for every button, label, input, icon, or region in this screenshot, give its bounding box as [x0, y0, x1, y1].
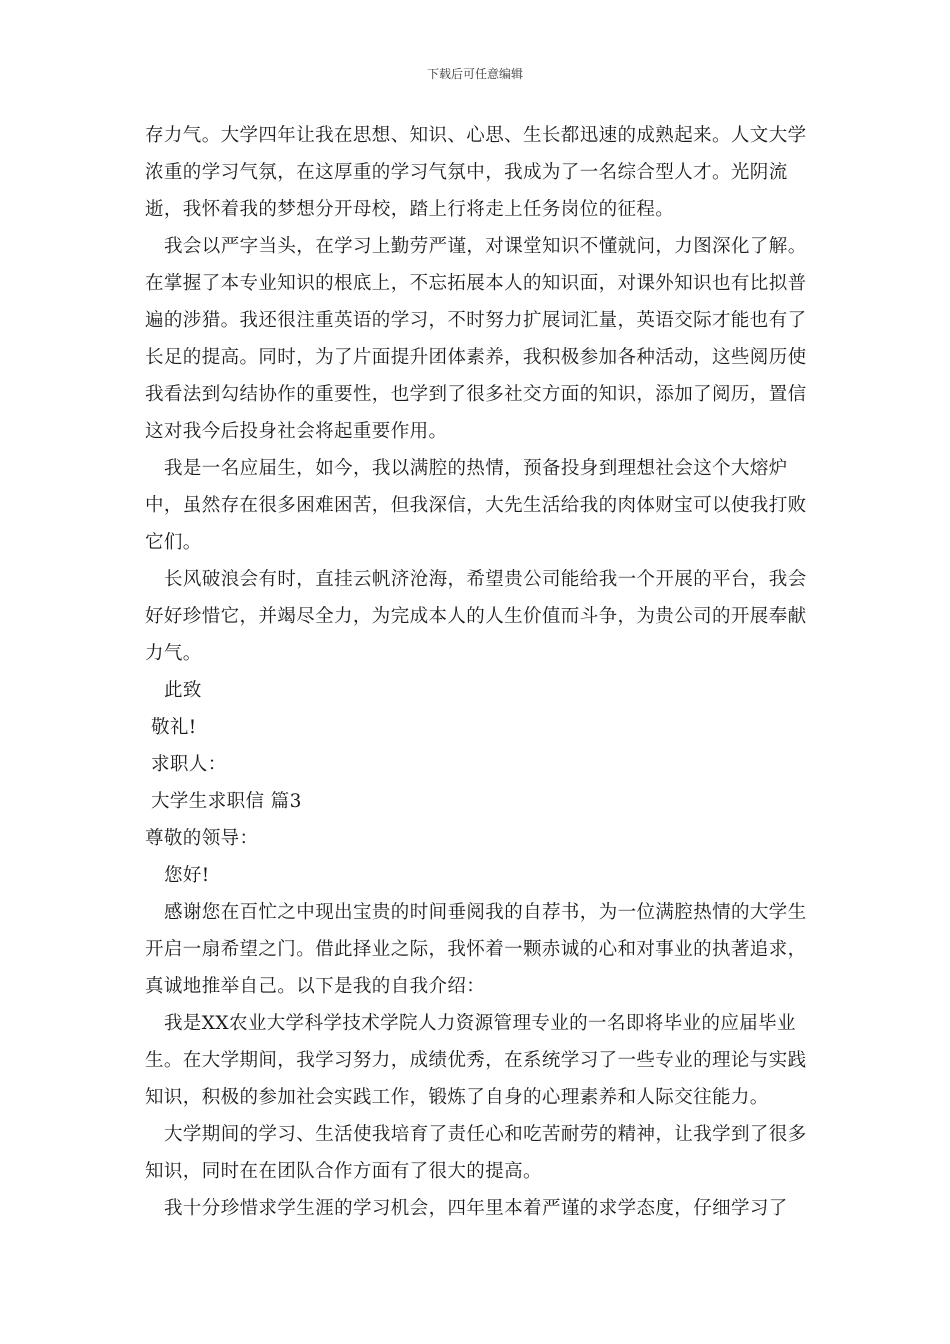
closing-salutation: 此致 — [164, 680, 202, 701]
paragraph-study-opportunity: 我十分珍惜求学生涯的学习机会，四年里本着严谨的求学态度，仔细学习了 — [164, 1198, 788, 1219]
paragraph-introduction: 我是XX农业大学科学技术学院人力资源管理专业的一名即将毕业的应届毕业生。在大学期间，我学习努力，成绩优秀，在系统学习了一些专业的理论与实践知识，积极的参加社会实践工作，锻炼了自身的心理素养和人际交往能力。 — [145, 1013, 807, 1108]
page-header: 下载后可任意编辑 — [426, 67, 523, 81]
paragraph-ambition: 长风破浪会有时，直挂云帆济沧海，希望贵公司能给我一个开展的平台，我会好好珍惜它，并竭尽全力，为完成本人的人生价值而斗争，为贵公司的开展奉献力气。 — [145, 569, 807, 664]
paragraph-study-attitude: 我会以严字当头，在学习上勤劳严谨，对课堂知识不懂就问，力图深化了解。在掌握了本专业知识的根底上，不忘拓展本人的知识面，对课外知识也有比拟普遍的涉猎。我还很注重英语的学习，不时努力扩展词汇量，英语交际才能也有了长足的提高。同时，为了片面提升团体素养，我积极参加各种活动，这些阅历使我看法到勾结协作的重要性，也学到了很多社交方面的知识，添加了阅历，置信这对我今后投身社会将起重要作用。 — [145, 236, 807, 442]
paragraph-graduate: 我是一名应届生，如今，我以满腔的热情，预备投身到理想社会这个大熔炉中，虽然存在很多困难困苦，但我深信，大先生活给我的肉体财宝可以使我打败它们。 — [145, 458, 807, 553]
closing-respect: 敬礼! — [151, 717, 197, 738]
paragraph-university-life: 大学期间的学习、生活使我培育了责任心和吃苦耐劳的精神，让我学到了很多知识，同时在在团队合作方面有了很大的提高。 — [145, 1124, 807, 1182]
applicant-signature: 求职人： — [151, 754, 227, 775]
paragraph-continuation: 存力气。大学四年让我在思想、知识、心思、生长都迅速的成熟起来。人文大学浓重的学习气氛，在这厚重的学习气氛中，我成为了一名综合型人才。光阴流逝，我怀着我的梦想分开母校，踏上行将走上任务岗位的征程。 — [145, 125, 807, 220]
paragraph-thanks: 感谢您在百忙之中现出宝贵的时间垂阅我的自荐书，为一位满腔热情的大学生开启一扇希望之门。借此择业之际，我怀着一颗赤诚的心和对事业的执著追求，真诚地推举自己。以下是我的自我介绍： — [145, 902, 807, 997]
letter-greeting: 您好! — [164, 865, 210, 886]
section-heading: 大学生求职信 篇3 — [151, 791, 302, 812]
document-body — [145, 117, 813, 1227]
letter-addressee: 尊敬的领导： — [145, 828, 259, 849]
